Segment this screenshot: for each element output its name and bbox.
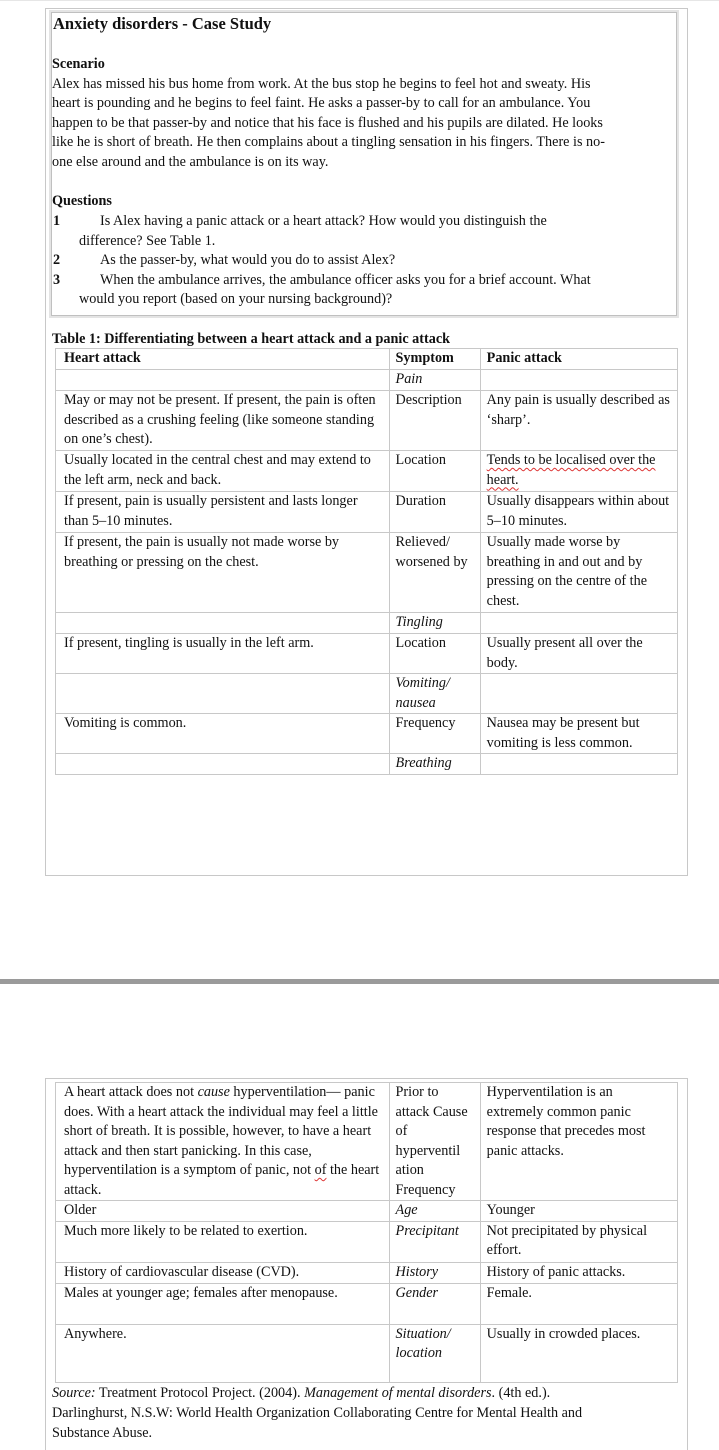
- table-cell: If present, the pain is usually not made worse by breathing or pressing on the chest.: [56, 533, 390, 613]
- source-text: Substance Abuse.: [52, 1425, 153, 1441]
- scenario-line: Alex has missed his bus home from work. At the bus stop he begins to feel hot and sweaty. His: [52, 76, 591, 92]
- table-cell: Hyperventilation is an extremely common panic response that precedes most panic attacks.: [480, 1083, 677, 1201]
- symptom-cell: Duration: [389, 492, 480, 533]
- source-label: Source:: [52, 1385, 96, 1401]
- symptom-cell: Location: [389, 634, 480, 674]
- section-label: Breathing: [389, 754, 480, 775]
- table-section-row: [56, 370, 678, 391]
- questions-heading: Questions: [52, 193, 112, 209]
- question-text: would you report (based on your nursing background)?: [79, 291, 393, 307]
- question-text: When the ambulance arrives, the ambulance officer asks you for a brief account. What: [100, 272, 591, 288]
- table-cell: [56, 674, 390, 714]
- table-cell: Usually made worse by breathing in and out and by pressing on the centre of the chest.: [480, 533, 677, 613]
- table-section-row: [56, 613, 678, 634]
- table-cell: [56, 370, 390, 391]
- question-text: Is Alex having a panic attack or a heart attack? How would you distinguish the: [100, 213, 547, 229]
- section-label: History: [389, 1262, 480, 1283]
- scenario-line: happen to be that passer-by and notice that his face is flushed and his pupils are dilated. He looks: [52, 115, 603, 131]
- spellcheck-underline: Tends to be localised over the heart.: [486, 452, 656, 488]
- symptom-cell: Frequency: [389, 714, 480, 754]
- scenario-line: like he is short of breath. He then complains about a tingling sensation in his fingers. There is no-: [52, 134, 605, 150]
- table-row: [56, 391, 678, 451]
- table-cell: Not precipitated by physical effort.: [480, 1221, 677, 1262]
- table-cell: Vomiting is common.: [56, 714, 390, 754]
- section-label: Age: [389, 1201, 480, 1222]
- table-section-row: [56, 754, 678, 775]
- table-cell: Males at younger age; females after menopause.: [56, 1283, 390, 1324]
- table-cell: Nausea may be present but vomiting is less common.: [480, 714, 677, 754]
- table-cell: Much more likely to be related to exertion.: [56, 1221, 390, 1262]
- table-row: [56, 1221, 678, 1262]
- table-row: [56, 533, 678, 613]
- table-cell: History of panic attacks.: [480, 1262, 677, 1283]
- table-cell: Usually disappears within about 5–10 minutes.: [480, 492, 677, 533]
- table-row: [56, 1324, 678, 1382]
- table-cell: [480, 754, 677, 775]
- source-citation: [52, 1383, 692, 1443]
- table-row: [56, 492, 678, 533]
- table-cell: Usually present all over the body.: [480, 634, 677, 674]
- table-cell: [480, 674, 677, 714]
- table-cell: [480, 370, 677, 391]
- table-header-row: [56, 349, 678, 370]
- header-heart-attack: Heart attack: [56, 349, 390, 370]
- table-cell: If present, tingling is usually in the left arm.: [56, 634, 390, 674]
- table-cell: Older: [56, 1201, 390, 1222]
- table-cell: If present, pain is usually persistent and lasts longer than 5–10 minutes.: [56, 492, 390, 533]
- table-cell: [56, 754, 390, 775]
- symptom-cell: Relieved/ worsened by: [389, 533, 480, 613]
- table-cell: May or may not be present. If present, the pain is often described as a crushing feeling (like someone standing on one’s chest).: [56, 391, 390, 451]
- section-label: Situation/ location: [389, 1324, 480, 1382]
- question-number: 3: [53, 272, 61, 288]
- table-cell: Usually in crowded places.: [480, 1324, 677, 1382]
- header-panic-attack: Panic attack: [480, 349, 677, 370]
- source-book-title: Management of mental disorders: [304, 1385, 492, 1401]
- table-row: [56, 451, 678, 492]
- comparison-table-continued: [55, 1082, 678, 1383]
- table-cell: [480, 613, 677, 634]
- question-text: As the passer-by, what would you do to assist Alex?: [100, 252, 396, 268]
- table-cell: Any pain is usually described as ‘sharp’.: [480, 391, 677, 451]
- table-caption: Table 1: Differentiating between a heart attack and a panic attack: [52, 331, 451, 347]
- source-text: Darlinghurst, N.S.W: World Health Organization Collaborating Centre for Mental Health and: [52, 1405, 583, 1421]
- table-cell: Anywhere.: [56, 1324, 390, 1382]
- question-text: difference? See Table 1.: [79, 233, 216, 249]
- scenario-line: heart is pounding and he begins to feel faint. He asks a passer-by to call for an ambulance. You: [52, 95, 591, 111]
- scenario-line: one else around and the ambulance is on its way.: [52, 154, 329, 170]
- section-label: Precipitant: [389, 1221, 480, 1262]
- table-row: [56, 634, 678, 674]
- symptom-cell: Prior to attack Cause of hyperventil ation Frequency: [389, 1083, 480, 1201]
- table-cell: [480, 451, 677, 492]
- scenario-heading: Scenario: [52, 56, 105, 72]
- table-cell: A heart attack does not cause hyperventilation— panic does. With a heart attack the individual may feel a little short of breath. It is possible, however, to have a heart attack and then start panicking. In this case, hyperventilation is a symptom of panic, not of the heart attack.: [56, 1083, 390, 1201]
- symptom-cell: Location: [389, 451, 480, 492]
- header-symptom: Symptom: [389, 349, 480, 370]
- table-cell: Younger: [480, 1201, 677, 1222]
- top-divider: [0, 0, 719, 1]
- section-label: Gender: [389, 1283, 480, 1324]
- page-title: Anxiety disorders - Case Study: [53, 14, 272, 33]
- table-row: [56, 1201, 678, 1222]
- table-row: [56, 714, 678, 754]
- symptom-cell: Description: [389, 391, 480, 451]
- table-cell: Usually located in the central chest and may extend to the left arm, neck and back.: [56, 451, 390, 492]
- table-cell: [56, 613, 390, 634]
- question-number: 1: [53, 213, 61, 229]
- section-label: Vomiting/ nausea: [389, 674, 480, 714]
- table-cell: History of cardiovascular disease (CVD).: [56, 1262, 390, 1283]
- comparison-table: [55, 348, 678, 775]
- table-cell: Female.: [480, 1283, 677, 1324]
- source-text: Treatment Protocol Project. (2004).: [95, 1385, 305, 1401]
- table-section-row: [56, 674, 678, 714]
- table-row: [56, 1283, 678, 1324]
- table-row: [56, 1083, 678, 1201]
- section-label: Pain: [389, 370, 480, 391]
- page-break-bar: [0, 979, 719, 984]
- question-number: 2: [53, 252, 61, 268]
- table-row: [56, 1262, 678, 1283]
- section-label: Tingling: [389, 613, 480, 634]
- source-text: . (4th ed.).: [491, 1385, 551, 1401]
